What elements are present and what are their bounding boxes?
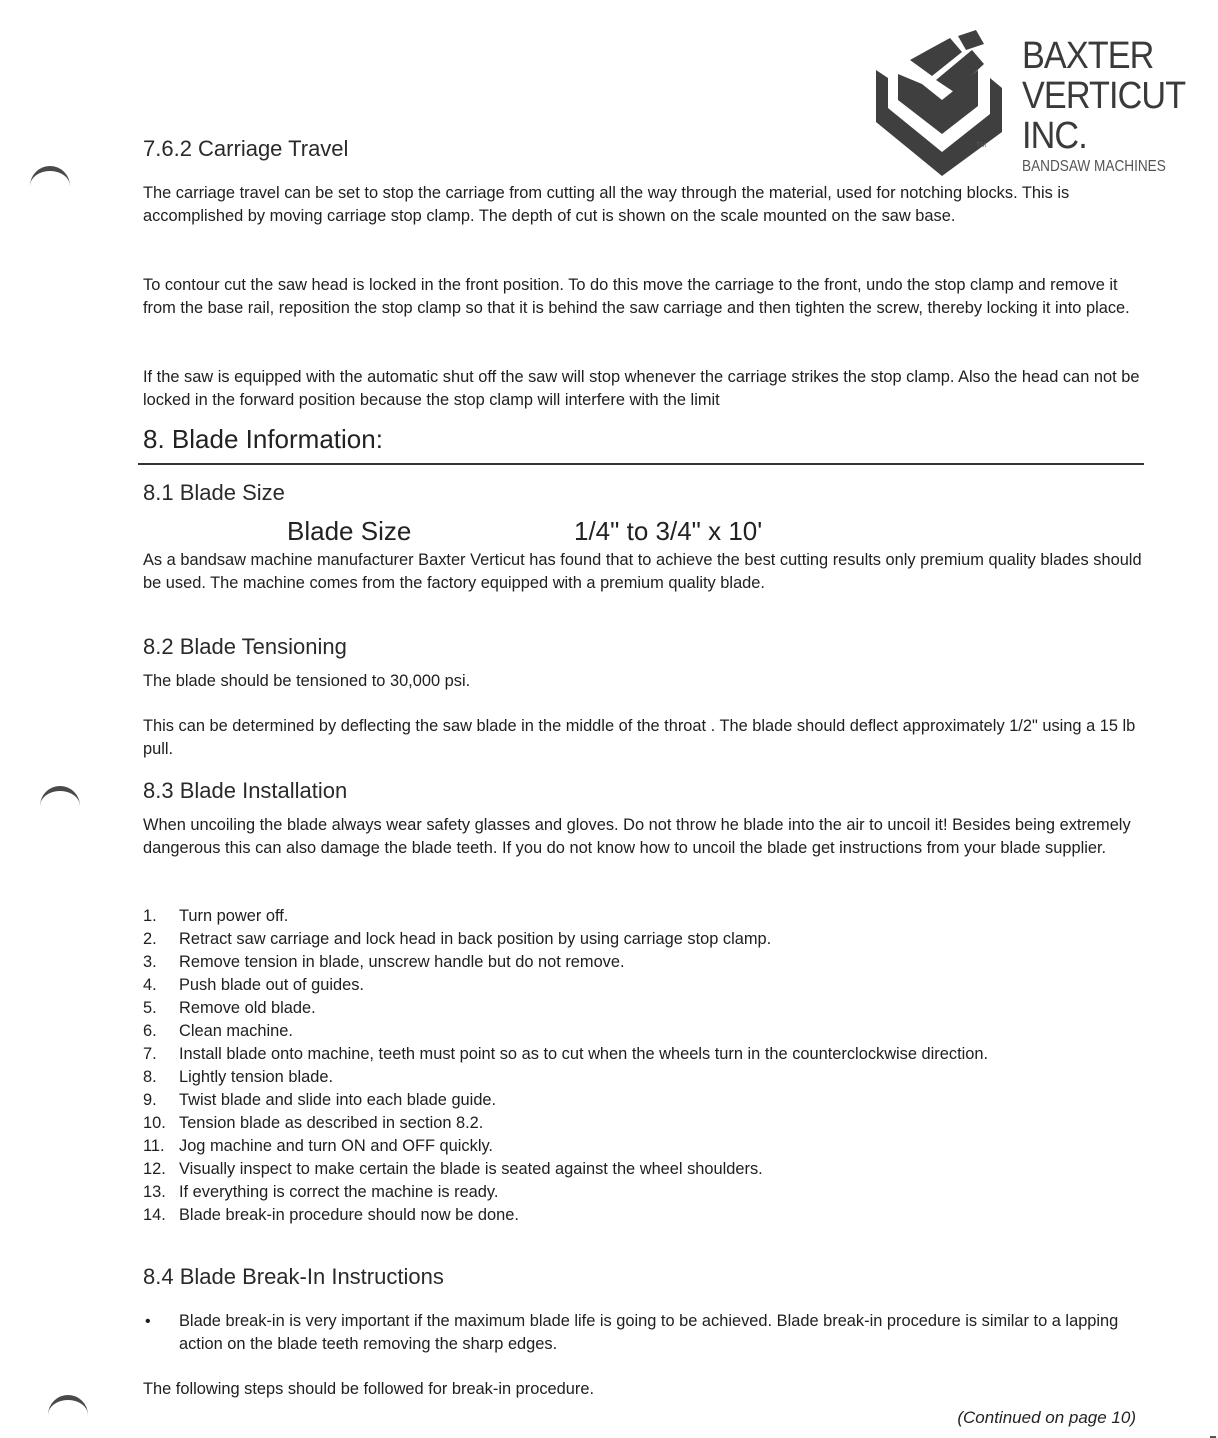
list-item: [143, 1112, 1143, 1135]
step-text: Jog machine and turn ON and OFF quickly.: [179, 1137, 493, 1155]
section-heading-blade-installation: 8.3 Blade Installation: [143, 778, 348, 803]
step-number: 3.: [143, 953, 157, 971]
step-number: 12.: [143, 1160, 166, 1178]
paragraph: If the saw is equipped with the automatic shut off the saw will stop whenever the carriage strikes the stop clamp. Also the head can not be locked in the forward position because the stop clamp will interfere with the limit: [143, 368, 1140, 409]
list-item: [143, 928, 1143, 951]
paragraph: The following steps should be followed for break-in procedure.: [143, 1380, 594, 1398]
step-text: Retract saw carriage and lock head in back position by using carriage stop clamp.: [179, 930, 772, 948]
company-logo: [872, 30, 1192, 180]
list-item: [143, 974, 1143, 997]
list-item: [143, 1204, 1143, 1227]
section-heading-carriage-travel: 7.6.2 Carriage Travel: [143, 136, 349, 161]
step-text: Remove tension in blade, unscrew handle but do not remove.: [179, 953, 625, 971]
trademark-symbol: TM: [976, 142, 987, 149]
chapter-heading-blade-information: 8. Blade Information:: [143, 424, 383, 454]
bullet-icon: •: [145, 1313, 151, 1330]
blade-size-label: Blade Size: [287, 516, 412, 546]
step-text: Clean machine.: [179, 1022, 293, 1040]
paragraph: When uncoiling the blade always wear safety glasses and gloves. Do not throw he blade into the air to uncoil it! Besides being extremely dangerous this can also damage the blade teeth. If you do not know how to uncoil the blade get instructions from your blade supplier.: [143, 816, 1131, 857]
step-number: 9.: [143, 1091, 157, 1109]
step-number: 1.: [143, 907, 157, 925]
step-text: Tension blade as described in section 8.2.: [179, 1114, 484, 1132]
blade-size-value: 1/4" to 3/4" x 10': [574, 516, 763, 546]
list-item: [143, 1135, 1143, 1158]
logo-line-3: INC.: [1022, 115, 1087, 157]
step-number: 7.: [143, 1045, 157, 1063]
list-item: [143, 997, 1143, 1020]
section-heading-blade-break-in: 8.4 Blade Break-In Instructions: [143, 1264, 444, 1289]
step-number: 8.: [143, 1068, 157, 1086]
paragraph: As a bandsaw machine manufacturer Baxter Verticut has found that to achieve the best cutting results only premium quality blades should be used. The machine comes from the factory equipped with a premium quality blade.: [143, 551, 1142, 592]
installation-steps-list: [143, 905, 1143, 1227]
list-item: [143, 1020, 1143, 1043]
step-number: 11.: [143, 1137, 165, 1155]
heading-rule: [138, 463, 1144, 465]
list-item: [143, 1089, 1143, 1112]
punch-hole: [40, 786, 80, 817]
step-number: 10.: [143, 1114, 166, 1132]
step-text: Lightly tension blade.: [179, 1068, 333, 1086]
step-number: 4.: [143, 976, 157, 994]
logo-line-1: BAXTER: [1022, 35, 1154, 77]
step-number: 5.: [143, 999, 157, 1017]
list-item: [143, 1158, 1143, 1181]
paragraph: The carriage travel can be set to stop the carriage from cutting all the way through the material, used for notching blocks. This is accomplished by moving carriage stop clamp. The depth of cut is shown on the scale mounted on the saw base.: [143, 184, 1070, 225]
step-number: 6.: [143, 1022, 157, 1040]
paragraph: To contour cut the saw head is locked in the front position. To do this move the carriage to the front, undo the stop clamp and remove it from the base rail, reposition the stop clamp so that it is behind the saw carriage and then tighten the screw, thereby locking it into place.: [143, 276, 1130, 317]
bullet-item: [143, 1310, 1143, 1356]
step-number: 13.: [143, 1183, 166, 1201]
punch-hole: [48, 1395, 88, 1426]
step-number: 14.: [143, 1206, 166, 1224]
list-item: [143, 1066, 1143, 1089]
continued-note: (Continued on page 10): [957, 1408, 1136, 1427]
step-text: Blade break-in procedure should now be done.: [179, 1206, 519, 1224]
logo-mark-icon: [872, 30, 1012, 178]
section-heading-blade-size: 8.1 Blade Size: [143, 480, 285, 505]
step-text: Visually inspect to make certain the blade is seated against the wheel shoulders.: [179, 1160, 763, 1178]
bullet-text: Blade break-in is very important if the maximum blade life is going to be achieved. Blade break-in procedure is similar to a lapping action on the blade teeth removing the sharp edges.: [179, 1312, 1119, 1353]
step-text: Install blade onto machine, teeth must point so as to cut when the wheels turn in the counterclockwise direction.: [179, 1045, 989, 1063]
paragraph: This can be determined by deflecting the saw blade in the middle of the throat . The blade should deflect approximately 1/2" using a 15 lb pull.: [143, 717, 1136, 758]
step-number: 2.: [143, 930, 157, 948]
step-text: Remove old blade.: [179, 999, 316, 1017]
step-text: Turn power off.: [179, 907, 289, 925]
punch-hole: [30, 166, 70, 197]
section-heading-blade-tensioning: 8.2 Blade Tensioning: [143, 634, 347, 659]
paragraph: The blade should be tensioned to 30,000 psi.: [143, 672, 471, 690]
step-text: If everything is correct the machine is ready.: [179, 1183, 499, 1201]
step-text: Twist blade and slide into each blade guide.: [179, 1091, 497, 1109]
list-item: [143, 905, 1143, 928]
list-item: [143, 1181, 1143, 1204]
logo-subtitle: BANDSAW MACHINES: [1022, 158, 1166, 175]
list-item: [143, 951, 1143, 974]
logo-line-2: VERTICUT: [1022, 75, 1186, 117]
list-item: [143, 1043, 1143, 1066]
step-text: Push blade out of guides.: [179, 976, 364, 994]
